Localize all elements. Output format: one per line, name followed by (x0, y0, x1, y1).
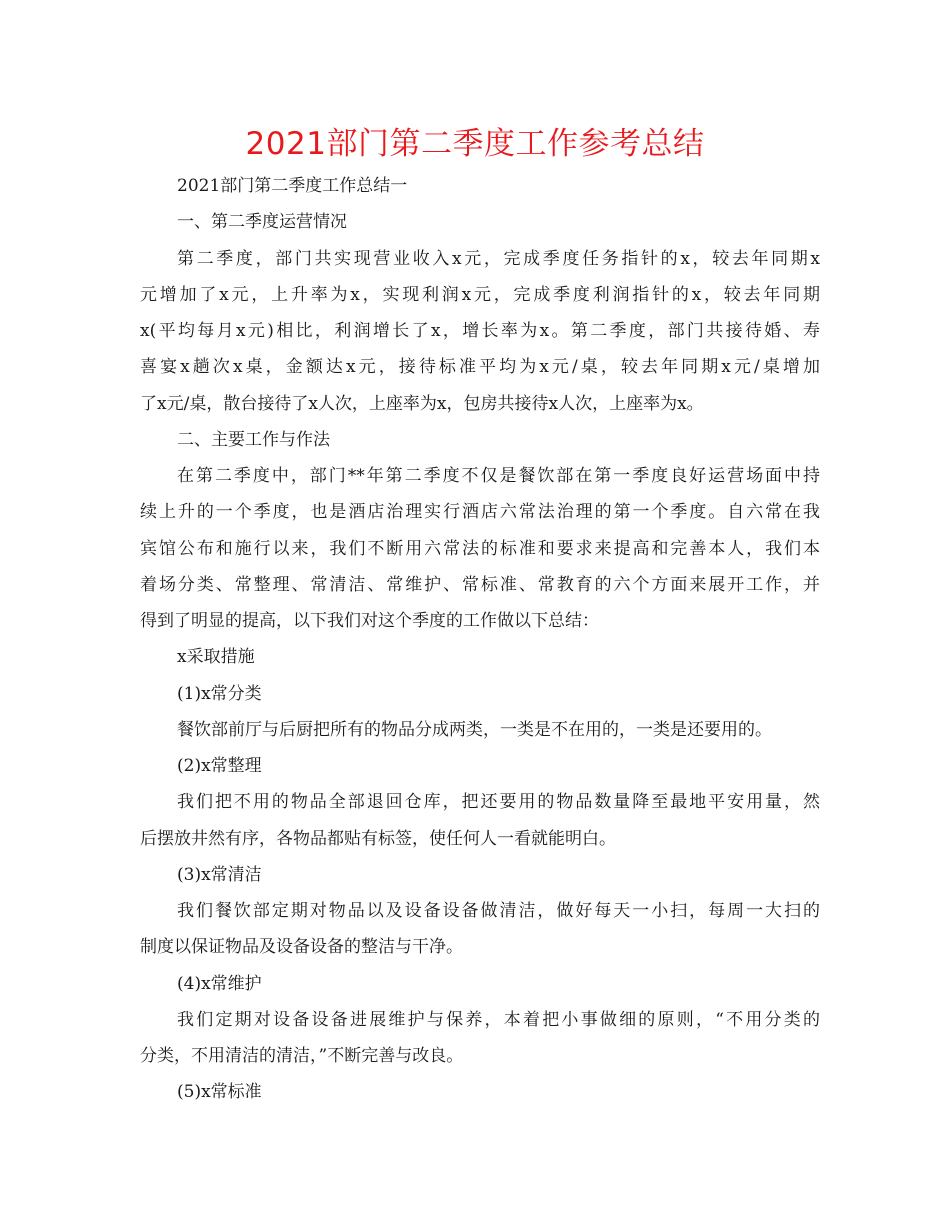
text-line: x(平均每月x元)相比，利润增长了x，增长率为x。第二季度，部门共接待婚、寿 (140, 321, 820, 341)
text-line: 餐饮部前厅与后厨把所有的物品分成两类，一类是不在用的，一类是还要用的。 (177, 719, 772, 740)
text-line: 我们定期对设备设备进展维护与保养，本着把小事做细的原则，“不用分类的 (177, 1009, 820, 1030)
text-line: 喜宴x趟次x桌，金额达x元，接待标准平均为x元/桌，较去年同期x元/桌增加 (140, 357, 820, 378)
document-title: 2021部门第二季度工作参考总结 (245, 126, 705, 162)
text-line: (4)x常维护 (177, 973, 262, 994)
text-line: 二、主要工作与作法 (177, 429, 330, 450)
text-line: 了x元/桌，散台接待了x人次，上座率为x，包房共接待x人次，上座率为x。 (140, 393, 704, 414)
text-line: 我们把不用的物品全部退回仓库，把还要用的物品数量降至最地平安用量，然 (177, 792, 820, 813)
document-body (140, 168, 820, 1111)
text-line: 制度以保证物品及设备设备的整洁与干净。 (140, 937, 463, 958)
text-line: (1)x常分类 (177, 683, 262, 704)
text-line: 我们餐饮部定期对物品以及设备设备做清洁，做好每天一小扫，每周一大扫的 (177, 901, 820, 921)
text-line: 得到了明显的提高，以下我们对这个季度的工作做以下总结： (140, 611, 599, 631)
text-line: x采取措施 (177, 647, 255, 668)
text-line: 第二季度，部门共实现营业收入x元，完成季度任务指针的x，较去年同期x (177, 248, 820, 269)
text-line: (5)x常标准 (177, 1082, 262, 1103)
text-line: (3)x常清洁 (177, 864, 262, 885)
text-line: 元增加了x元，上升率为x，实现利润x元，完成季度利润指针的x，较去年同期 (140, 284, 820, 305)
text-line: 分类，不用清洁的清洁，”不断完善与改良。 (140, 1046, 464, 1066)
text-line: 一、第二季度运营情况 (177, 212, 347, 233)
text-line: 宾馆公布和施行以来，我们不断用六常法的标准和要求来提高和完善本人，我们本 (140, 538, 820, 559)
text-line: 后摆放井然有序，各物品都贴有标签，使任何人一看就能明白。 (140, 828, 616, 849)
text-line: (2)x常整理 (177, 756, 262, 776)
text-line: 续上升的一个季度，也是酒店治理实行酒店六常法治理的第一个季度。自六常在我 (140, 502, 820, 523)
text-line: 2021部门第二季度工作总结一 (177, 176, 408, 196)
text-line: 在第二季度中，部门**年第二季度不仅是餐饮部在第一季度良好运营场面中持 (177, 466, 820, 486)
text-line: 着场分类、常整理、常清洁、常维护、常标准、常教育的六个方面来展开工作，并 (140, 574, 820, 595)
